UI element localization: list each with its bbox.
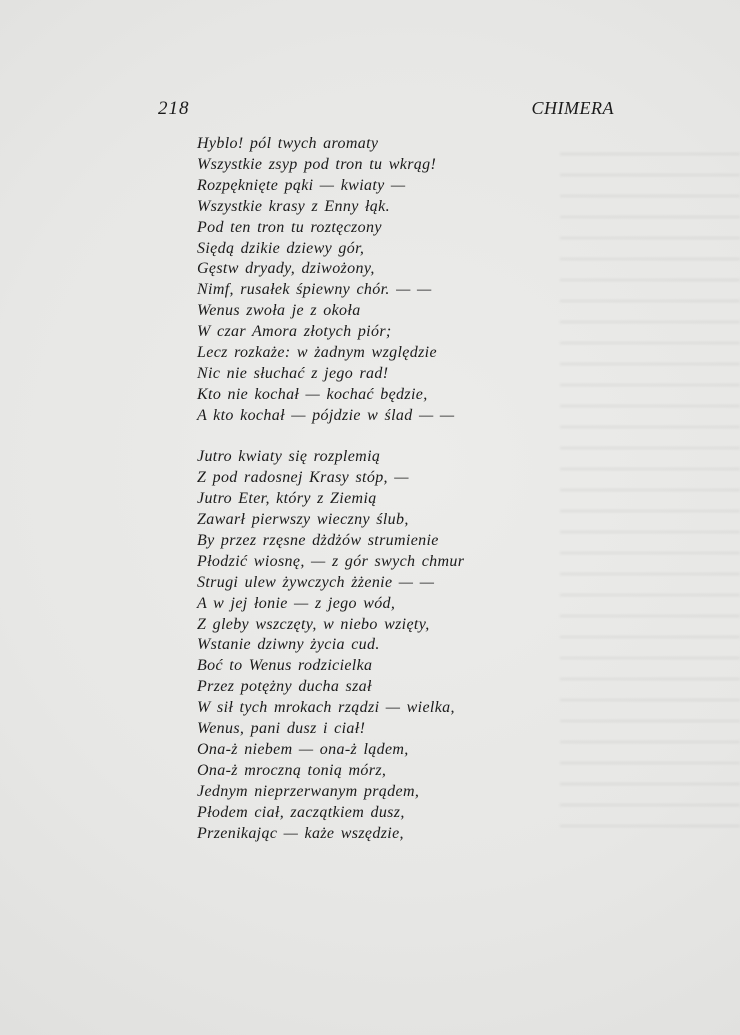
verse-line: Nimf, rusałek śpiewny chór. — — [197,281,432,299]
verse-line: A kto kochał — pójdzie w ślad — — [197,406,455,424]
page-header [158,98,614,120]
verse-line: Kto nie kochał — kochać będzie, [197,385,428,403]
verse-line: Boć to Wenus rodzicielka [197,657,373,675]
verse-line: Płodem ciał, zaczątkiem dusz, [197,803,405,821]
verse-line: Przenikając — każe wszędzie, [197,824,404,842]
verse-line: By przez rzęsne dżdżów strumienie [197,531,439,549]
verse-line: Ona-ż niebem — ona-ż lądem, [197,740,409,758]
verse-line: Wenus, pani dusz i ciał! [197,720,366,738]
verse-line: Wszystkie krasy z Enny łąk. [197,197,390,215]
verse-line: Ona-ż mroczną tonią mórz, [197,761,387,779]
verse-line: Zawarł pierwszy wieczny ślub, [197,511,409,528]
verse-line: W sił tych mrokach rządzi — wielka, [197,699,455,717]
page-number: 218 [158,98,190,119]
stanza-2 [197,447,527,844]
verse-line: Wstanie dziwny życia cud. [197,636,380,654]
verse-line: Lecz rozkaże: w żadnym względzie [197,344,437,362]
verse-line: Jutro kwiaty się rozplemią [197,448,381,466]
verse-line: Płodzić wiosnę, — z gór swych chmur [197,552,465,570]
verse-line: Pod ten tron tu roztęczony [197,218,382,236]
verse-line: Rozpęknięte pąki — kwiaty — [197,176,406,194]
verse-line: A w jej łonie — z jego wód, [197,594,396,612]
verse-line: Strugi ulew żywczych żżenie — — [197,573,435,591]
verse-line: Wszystkie zsyp pod tron tu wkrąg! [197,155,437,173]
verse-line: Hyblo! pól twych aromaty [197,135,379,152]
verse-line: Jednym nieprzerwanym prądem, [197,782,420,800]
verse-line: Z gleby wszczęty, w niebo wzięty, [197,615,430,633]
verse-line: Nic nie słuchać z jego rad! [197,364,389,382]
verse-line: Z pod radosnej Krasy stóp, — [197,469,409,487]
verse-line: Siędą dzikie dziewy gór, [197,239,365,257]
running-title: CHIMERA [531,98,614,118]
verse-line: W czar Amora złotych piór; [197,323,392,341]
verse-line: Jutro Eter, który z Ziemią [197,490,377,508]
poem [197,134,527,845]
stanza-1 [197,134,527,427]
show-through-text [560,140,740,840]
verse-line: Przez potężny ducha szał [197,678,372,696]
verse-line: Wenus zwoła je z okoła [197,302,361,320]
verse-line: Gęstw dryady, dziwożony, [197,260,375,278]
